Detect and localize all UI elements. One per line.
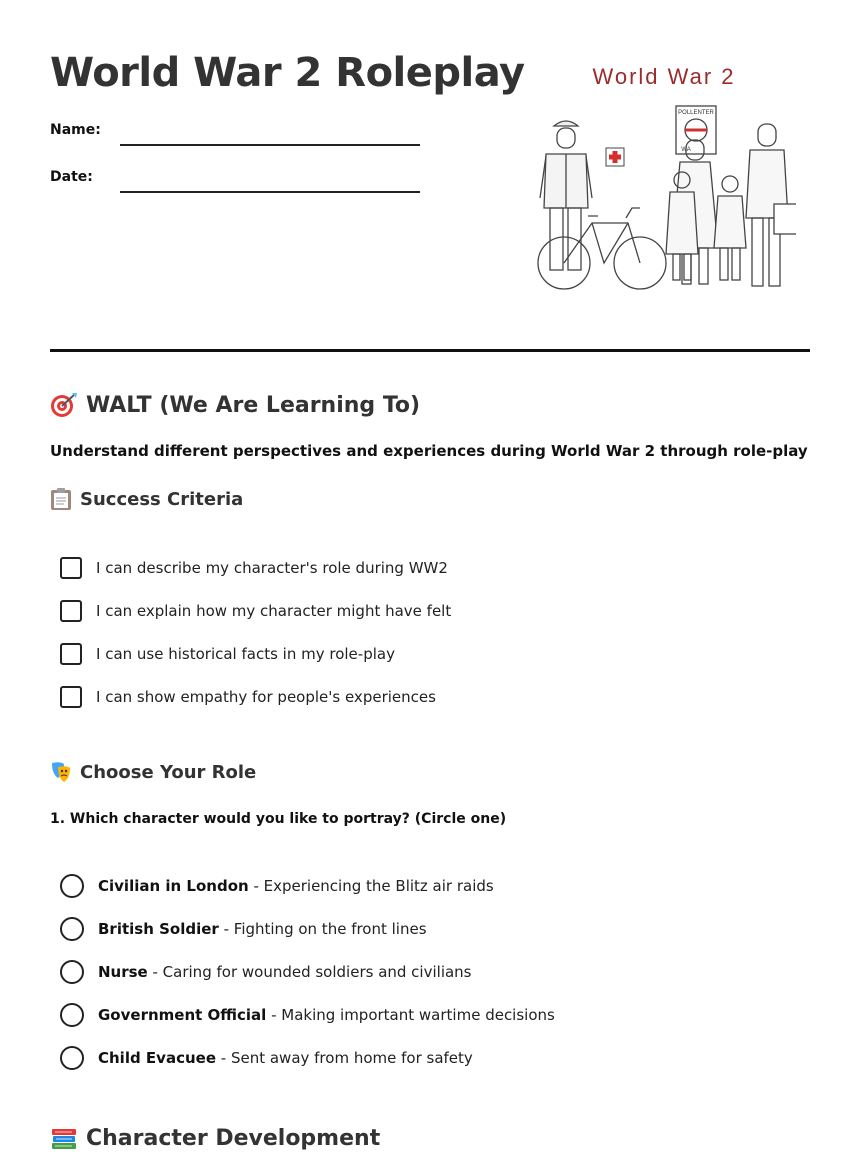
role-radio[interactable] [60, 917, 84, 941]
date-label: Date: [50, 169, 93, 185]
criteria-text: I can show empathy for people's experiences [96, 688, 436, 706]
target-dart-icon [50, 391, 78, 419]
books-icon [50, 1125, 78, 1151]
role-radio[interactable] [60, 874, 84, 898]
section-divider [50, 349, 810, 352]
role-question: 1. Which character would you like to portray? (Circle one) [50, 811, 507, 827]
choose-role-heading [50, 760, 256, 784]
illustration-caption: World War 2 [592, 64, 736, 89]
success-criteria-heading [50, 487, 243, 511]
criteria-checkbox[interactable] [60, 643, 82, 665]
role-desc: - Experiencing the Blitz air raids [248, 877, 494, 895]
role-option[interactable] [60, 1046, 473, 1070]
role-option[interactable] [60, 960, 472, 984]
page-title: World War 2 Roleplay [50, 50, 525, 96]
poster-label: POLLENTER [678, 110, 714, 116]
role-name: Government Official [98, 1006, 267, 1024]
name-field[interactable] [120, 124, 420, 146]
role-name: British Soldier [98, 920, 219, 938]
walt-heading [50, 391, 420, 419]
criteria-text: I can describe my character's role during WW2 [96, 559, 448, 577]
success-criteria-heading-text: Success Criteria [80, 488, 244, 510]
criteria-item[interactable] [60, 600, 451, 622]
role-name: Child Evacuee [98, 1049, 216, 1067]
criteria-checkbox[interactable] [60, 600, 82, 622]
poster-sub-label: WA [681, 147, 691, 153]
walt-text: Understand different perspectives and experiences during World War 2 through role-play [50, 442, 808, 460]
criteria-checkbox[interactable] [60, 686, 82, 708]
criteria-text: I can explain how my character might have felt [96, 602, 452, 620]
criteria-item[interactable] [60, 686, 436, 708]
date-field[interactable] [120, 171, 420, 193]
role-name: Civilian in London [98, 877, 249, 895]
role-option[interactable] [60, 874, 494, 898]
walt-heading-text: WALT (We Are Learning To) [86, 392, 421, 418]
criteria-checkbox[interactable] [60, 557, 82, 579]
character-development-heading-text: Character Development [86, 1125, 381, 1151]
role-desc: - Caring for wounded soldiers and civilians [147, 963, 472, 981]
role-name: Nurse [98, 963, 148, 981]
role-radio[interactable] [60, 1003, 84, 1027]
role-desc: - Fighting on the front lines [218, 920, 427, 938]
choose-role-heading-text: Choose Your Role [80, 761, 257, 783]
name-label: Name: [50, 122, 101, 138]
character-development-heading [50, 1125, 380, 1151]
ww2-characters-drawing [532, 58, 796, 298]
role-desc: - Making important wartime decisions [266, 1006, 555, 1024]
role-radio[interactable] [60, 960, 84, 984]
criteria-item[interactable] [60, 557, 448, 579]
clipboard-icon [50, 487, 72, 511]
role-option[interactable] [60, 917, 427, 941]
ww2-illustration [532, 58, 796, 298]
role-desc: - Sent away from home for safety [216, 1049, 473, 1067]
role-option[interactable] [60, 1003, 555, 1027]
criteria-text: I can use historical facts in my role-play [96, 645, 395, 663]
role-radio[interactable] [60, 1046, 84, 1070]
theater-masks-icon [50, 760, 72, 784]
criteria-item[interactable] [60, 643, 395, 665]
